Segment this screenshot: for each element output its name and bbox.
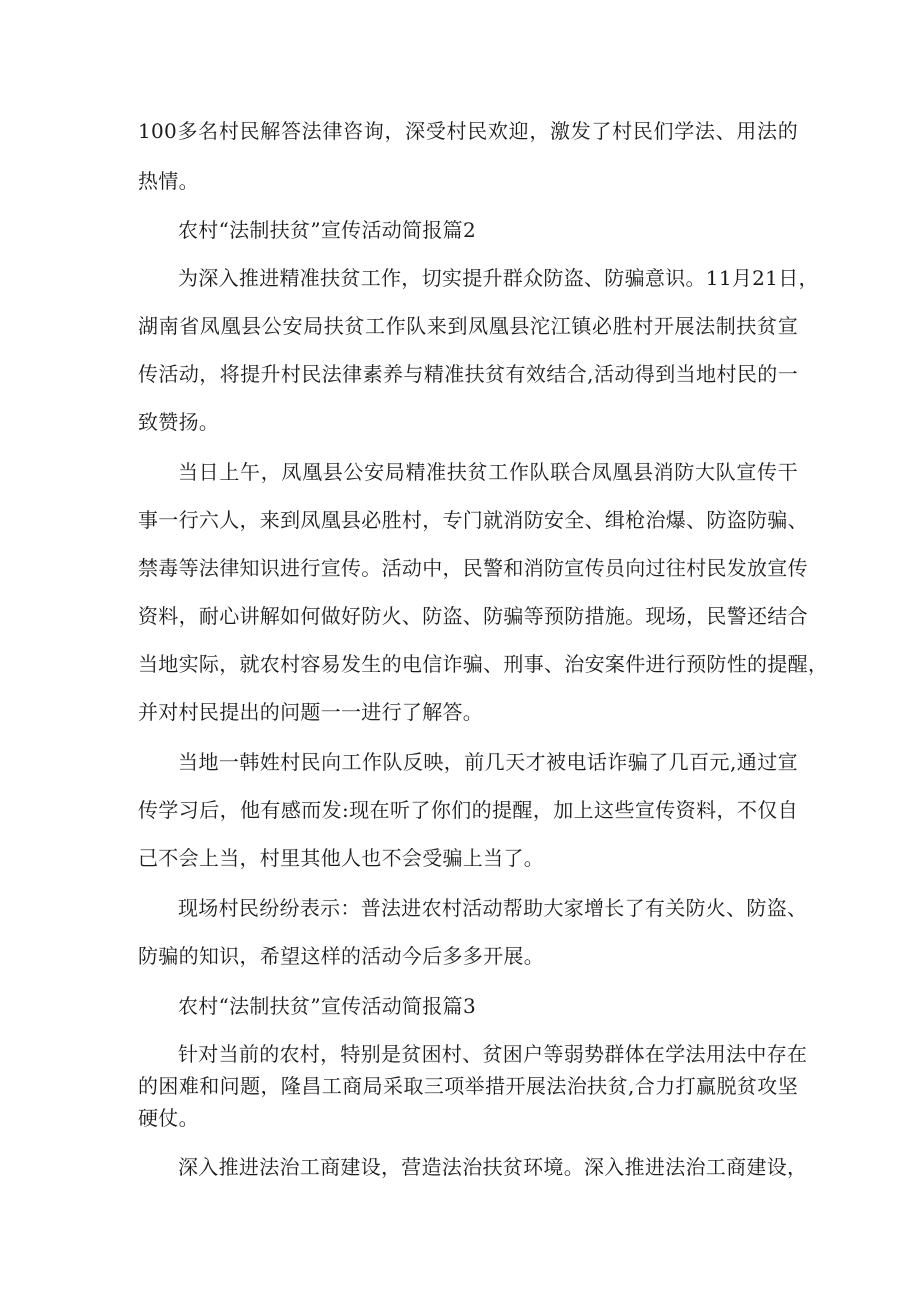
body-line: 防骗的知识，希望这样的活动今后多多开展。 [138,944,544,968]
body-line: 并对村民提出的问题一一进行了解答。 [138,700,484,724]
body-line: 为深入推进精准扶贫工作，切实提升群众防盗、防骗意识。11月21日， [178,266,819,290]
body-line: 传学习后，他有感而发:现在听了你们的提醒，加上这些宣传资料，不仅自 [138,798,798,822]
body-line: 事一行六人，来到凤凰县必胜村，专门就消防安全、缉枪治爆、防盗防骗、 [138,508,808,532]
body-line: 当地实际，就农村容易发生的电信诈骗、刑事、治安案件进行预防性的提醒， [138,652,829,676]
body-line: 禁毒等法律知识进行宣传。活动中，民警和消防宣传员向过往村民发放宣传 [138,556,808,580]
body-line: 深入推进法治工商建设，营造法治扶贫环境。深入推进法治工商建设， [178,1155,808,1179]
body-line: 现场村民纷纷表示：普法进农村活动帮助大家增长了有关防火、防盗、 [178,896,808,920]
body-line: 热情。 [138,169,199,193]
body-line: 针对当前的农村，特别是贫困村、贫困户等弱势群体在学法用法中存在 [178,1042,808,1066]
body-line: 当地一韩姓村民向工作队反映，前几天才被电话诈骗了几百元,通过宣 [178,750,798,774]
body-line: 传活动，将提升村民法律素养与精准扶贫有效结合,活动得到当地村民的一 [138,362,798,386]
body-line: 致赞扬。 [138,410,220,434]
section-heading: 农村“法制扶贫”宣传活动简报篇2 [178,218,476,242]
body-line: 的困难和问题，隆昌工商局采取三项举措开展法治扶贫,合力打赢脱贫攻坚 [138,1074,798,1098]
body-line: 湖南省凤凰县公安局扶贫工作队来到凤凰县沱江镇必胜村开展法制扶贫宣 [138,314,798,338]
section-heading: 农村“法制扶贫”宣传活动简报篇3 [178,994,476,1018]
body-line: 资料，耐心讲解如何做好防火、防盗、防骗等预防措施。现场，民警还结合 [138,604,808,628]
body-line: 100多名村民解答法律咨询，深受村民欢迎，激发了村民们学法、用法的 [138,119,798,143]
body-line: 己不会上当，村里其他人也不会受骗上当了。 [138,846,544,870]
body-line: 硬仗。 [138,1106,199,1130]
body-line: 当日上午，凤凰县公安局精准扶贫工作队联合凤凰县消防大队宣传干 [178,460,798,484]
